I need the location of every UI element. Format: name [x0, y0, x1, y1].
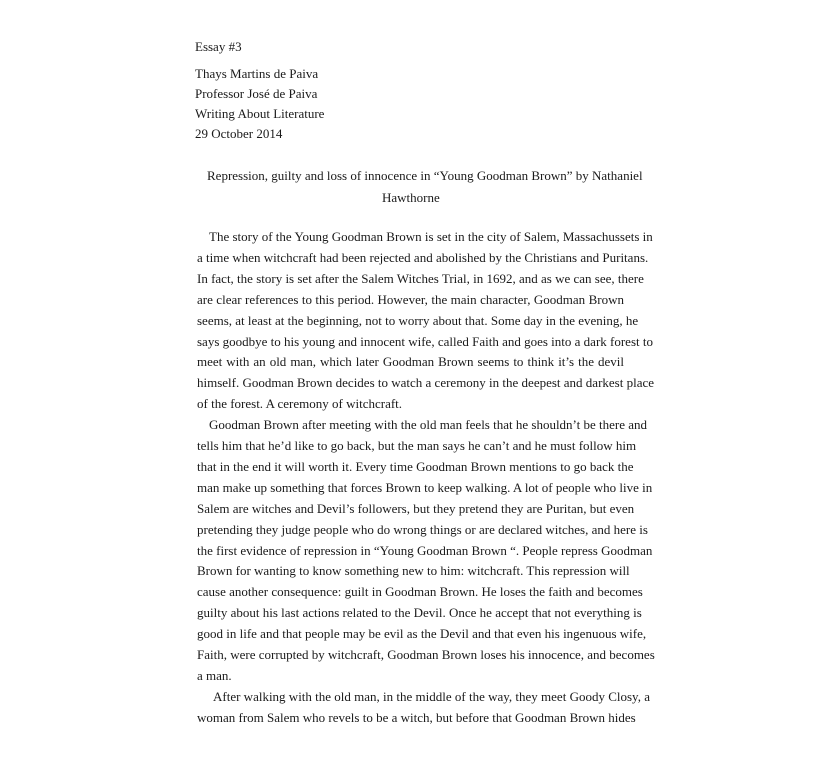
body-line: Brown for wanting to know something new to him: witchcraft. This repression will: [197, 563, 630, 578]
essay-label: Essay #3: [195, 39, 242, 54]
body-line: good in life and that people may be evil as the Devil and that even his ingenuous wife,: [197, 626, 647, 641]
body-line: Faith, were corrupted by witchcraft, Goodman Brown loses his innocence, and becomes: [197, 647, 655, 662]
body-line: Goodman Brown after meeting with the old man feels that he shouldn’t be there and: [209, 417, 648, 432]
professor-name: Professor José de Paiva: [195, 86, 318, 101]
body-line: says goodbye to his young and innocent wife, called Faith and goes into a dark forest to: [197, 334, 653, 349]
body-line: are clear references to this period. However, the main character, Goodman Brown: [197, 292, 624, 307]
body-line: seems, at least at the beginning, not to worry about that. Some day in the evening, he: [197, 313, 639, 328]
essay-title-line-1: Repression, guilty and loss of innocence in “Young Goodman Brown” by Nathaniel: [207, 168, 643, 183]
course-name: Writing About Literature: [195, 106, 325, 121]
body-line: woman from Salem who revels to be a witch, but before that Goodman Brown hides: [197, 710, 636, 725]
body-line: a time when witchcraft had been rejected and abolished by the Christians and Puritans.: [197, 250, 649, 265]
body-line: The story of the Young Goodman Brown is set in the city of Salem, Massachussets in: [209, 229, 653, 244]
body-line: Salem are witches and Devil’s followers, but they pretend they are Puritan, but even: [197, 501, 635, 516]
essay-title-line-2: Hawthorne: [382, 190, 440, 205]
essay-date: 29 October 2014: [195, 126, 283, 141]
body-line: guilty about his last actions related to the Devil. Once he accept that not everything is: [197, 605, 642, 620]
body-line: man make up something that forces Brown to keep walking. A lot of people who live in: [197, 480, 653, 495]
body-line: that in the end it will worth it. Every time Goodman Brown mentions to go back the: [197, 459, 634, 474]
body-line: of the forest. A ceremony of witchcraft.: [197, 396, 403, 411]
body-line: cause another consequence: guilt in Goodman Brown. He loses the faith and becomes: [197, 584, 643, 599]
body-line: After walking with the old man, in the middle of the way, they meet Goody Closy, a: [213, 689, 650, 704]
body-line: meet with an old man, which later Goodman Brown seems to think it’s the devil: [197, 354, 624, 369]
author-name: Thays Martins de Paiva: [195, 66, 319, 81]
body-line: himself. Goodman Brown decides to watch a ceremony in the deepest and darkest place: [197, 375, 655, 390]
body-line: In fact, the story is set after the Salem Witches Trial, in 1692, and as we can see, there: [197, 271, 644, 286]
body-line: pretending they judge people who do wrong things or are declared witches, and here is: [197, 522, 648, 537]
body-line: the first evidence of repression in “Young Goodman Brown “. People repress Goodman: [197, 543, 653, 558]
body-line: a man.: [197, 668, 232, 683]
body-line: tells him that he’d like to go back, but the man says he can’t and he must follow him: [197, 438, 637, 453]
